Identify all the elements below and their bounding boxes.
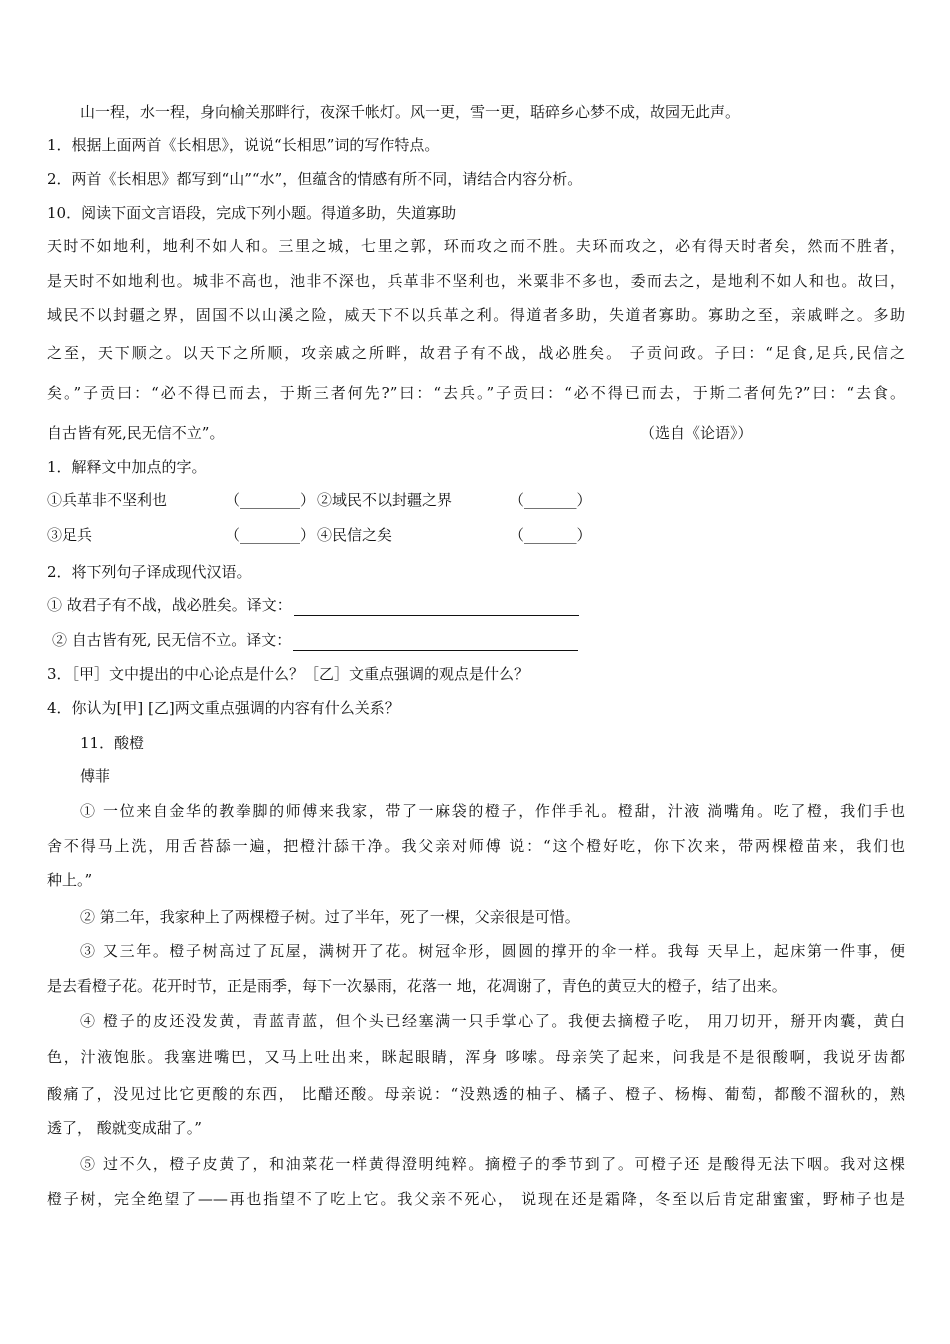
answer-blank[interactable]: （________） — [225, 491, 316, 509]
word-item: ②域民不以封疆之界 — [317, 491, 453, 509]
answer-line[interactable] — [294, 599, 579, 616]
question-9-2: 2．两首《长相思》都写到“山”“水”，但蕴含的情感有所不同，请结合内容分析。 — [47, 170, 583, 188]
essay-line: 舍不得马上洗，用舌苔舔一遍，把橙汁舔干净。我父亲对师傅 说：“这个橙好吃，你下次来，带两棵橙苗来，我们也 — [47, 837, 905, 855]
answer-line[interactable] — [293, 634, 578, 651]
word-row — [47, 489, 905, 511]
translate-row — [47, 594, 905, 616]
essay-line: 是去看橙子花。花开时节，正是雨季，每下一次暴雨，花落一 地，花凋谢了，青色的黄豆大的橙子，结了出来。 — [47, 977, 787, 995]
essay-line: 透了， 酸就变成甜了。” — [47, 1119, 202, 1137]
essay-line: ⑤ 过不久，橙子皮黄了，和油菜花一样黄得澄明纯粹。摘橙子的季节到了。可橙子还 是酸得无法下咽。我对这棵 — [80, 1155, 905, 1173]
answer-blank[interactable]: （_______） — [509, 526, 592, 544]
translate-sentence: ② 自古皆有死, 民无信不立。译文： — [52, 631, 292, 649]
passage-line: 之至，天下顺之。以天下之所顺，攻亲戚之所畔，故君子有不战，战必胜矣。 子贡问政。子曰：“足食,足兵,民信之 — [47, 344, 905, 362]
essay-line: 种上。” — [47, 871, 93, 889]
poem-line: 山一程，水一程，身向榆关那畔行，夜深千帐灯。风一更，雪一更，聒碎乡心梦不成，故园无此声。 — [80, 103, 741, 121]
answer-blank[interactable]: （________） — [225, 526, 316, 544]
essay-line: ① 一位来自金华的教拳脚的师傅来我家，带了一麻袋的橙子，作伴手礼。橙甜，汁液 淌嘴角。吃了橙，我们手也 — [80, 802, 905, 820]
passage-line — [47, 422, 905, 444]
question-9-1: 1．根据上面两首《长相思》，说说“长相思”词的写作特点。 — [47, 136, 440, 154]
sub-question-4: 4．你认为[甲] [乙]两文重点强调的内容有什么关系？ — [47, 699, 400, 717]
essay-line: 橙子树，完全绝望了——再也指望不了吃上它。我父亲不死心， 说现在还是霜降，冬至以后肯定甜蜜蜜，野柿子也是 — [47, 1190, 905, 1208]
essay-line: ② 第二年，我家种上了两棵橙子树。过了半年，死了一棵，父亲很是可惜。 — [80, 908, 580, 926]
essay-line: ④ 橙子的皮还没发黄，青蓝青蓝，但个头已经塞满一只手掌心了。我便去摘橙子吃， 用刀切开，掰开肉囊，黄白 — [80, 1012, 905, 1030]
question-11-title: 11．酸橙 — [80, 734, 145, 752]
answer-blank[interactable]: （_______） — [509, 491, 592, 509]
passage-line: 域民不以封疆之界，固国不以山溪之险，威天下不以兵革之利。得道者多助，失道者寡助。寡助之至，亲戚畔之。多助 — [47, 306, 905, 324]
source-citation: （选自《论语》） — [640, 424, 753, 442]
sub-question-2: 2．将下列句子译成现代汉语。 — [47, 563, 252, 581]
essay-line: 色，汁液饱胀。我塞进嘴巴，又马上吐出来，眯起眼睛，浑身 哆嗦。母亲笑了起来，问我是不是很酸啊，我说牙齿都 — [47, 1048, 905, 1066]
question-10-title: 10．阅读下面文言语段，完成下列小题。得道多助，失道寡助 — [47, 204, 457, 222]
sub-question-3: 3．［甲］文中提出的中心论点是什么？［乙］文重点强调的观点是什么？ — [47, 665, 530, 683]
word-item: ①兵革非不坚利也 — [47, 491, 168, 509]
passage-line: 天时不如地利，地利不如人和。三里之城，七里之郭，环而攻之而不胜。夫环而攻之，必有得天时者矣，然而不胜者， — [47, 237, 905, 255]
translate-row — [52, 629, 910, 651]
passage-last-line: 自古皆有死,民无信不立”。 — [47, 424, 225, 442]
sub-question-1: 1．解释文中加点的字。 — [47, 458, 207, 476]
word-item: ④民信之矣 — [317, 526, 393, 544]
word-item: ③足兵 — [47, 526, 93, 544]
essay-line: ③ 又三年。橙子树高过了瓦屋，满树开了花。树冠伞形，圆圆的撑开的伞一样。我每 天早上，起床第一件事，便 — [80, 942, 905, 960]
translate-sentence: ① 故君子有不战，战必胜矣。译文： — [47, 596, 292, 614]
essay-line: 酸痛了，没见过比它更酸的东西， 比醋还酸。母亲说：“没熟透的柚子、橘子、橙子、杨梅、葡萄，都酸不溜秋的，熟 — [47, 1085, 905, 1103]
passage-line: 矣。”子贡曰：“必不得已而去，于斯三者何先?”曰：“去兵。”子贡曰：“必不得已而去，于斯二者何先?”曰：“去食。 — [47, 384, 905, 402]
word-row — [47, 524, 905, 546]
author: 傅菲 — [80, 767, 111, 785]
passage-line: 是天时不如地利也。城非不高也，池非不深也，兵革非不坚利也，米粟非不多也，委而去之，是地利不如人和也。故曰， — [47, 272, 905, 290]
